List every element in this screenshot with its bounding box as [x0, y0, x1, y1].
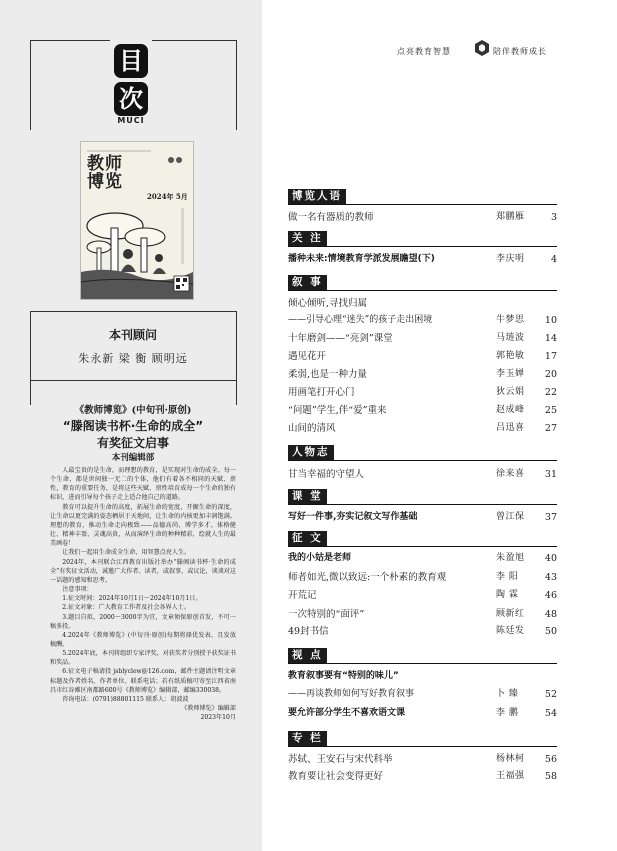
- toc-entry-page: 10: [544, 315, 557, 326]
- toc-entry-author: 赵成峰: [496, 405, 525, 415]
- section-rule: [288, 531, 557, 547]
- toc-entry-title: 教育叙事要有“特别的味儿”: [288, 671, 399, 681]
- toc-entry-title: 山间的清风: [288, 423, 336, 434]
- toc-entry-author: 李玉婵: [496, 369, 525, 379]
- toc-entry-page: 43: [544, 572, 557, 583]
- toc-entry-title: ——再谈教师如何写好教育叙事: [288, 689, 415, 699]
- title-seal-bottom: 次: [114, 82, 148, 116]
- announcement-dept: 本刊编辑部: [111, 453, 155, 463]
- toc-entry-page: 52: [544, 689, 557, 700]
- toc-entry-page: 17: [544, 351, 557, 362]
- cover-issue: 2024年 5月: [147, 192, 188, 201]
- toc-entry[interactable]: [288, 624, 557, 639]
- toc-entry-title: 一次特别的“面评”: [288, 609, 365, 620]
- toc-entry-author: 陈廷发: [496, 626, 525, 636]
- toc-entry-page: 4: [550, 254, 557, 265]
- note-item: 2.征文对象：广大教育工作者及社会各界人士。: [62, 604, 190, 612]
- toc-entry[interactable]: [288, 551, 557, 566]
- toc-section-label: 征 文: [288, 531, 327, 546]
- note-item: 6.征文电子稿请投 jsblyclew@126.com，邮件主题请注明文章标题及作者姓名、作者单位、联系电话；若有纸质稿可寄至江西省南昌市红谷滩区南都路600号《教师博览》编辑部，邮编330038。: [50, 668, 236, 694]
- toc-entry-title: 49封书信: [288, 626, 329, 637]
- toc-entry-page: 40: [544, 553, 557, 564]
- toc-entry-author: 陶 霖: [496, 590, 519, 600]
- contact-line: 咨询电话：(0791)88801115 联系人：胡波波: [62, 695, 189, 703]
- frame-line: [30, 40, 110, 41]
- toc-entry-title: ——引导心理“迷失”的孩子走出困境: [288, 315, 433, 325]
- toc-entry-page: 31: [544, 469, 557, 480]
- toc-entry-author: 牛梦思: [496, 315, 525, 325]
- hexagon-logo-icon: [475, 40, 489, 56]
- toc-entry-author: 王福强: [496, 771, 525, 781]
- toc-section-header: [288, 445, 557, 460]
- toc-entry[interactable]: [288, 467, 557, 482]
- toc-entry[interactable]: [288, 570, 557, 585]
- announcement-paragraph: 2024年，本刊联合江西教育出版社举办“滕阁读书杯·生命的成全”有奖征文活动，诚邀广大作者、读者，或叙事，或议论，谈谈对这一话题的感知和思考。: [50, 558, 236, 584]
- toc-entry-author: 吕迅喜: [496, 423, 525, 433]
- magazine-cover: [80, 141, 194, 300]
- toc-entry-author: 杨林柯: [496, 754, 525, 764]
- toc-entry-title: 师者如光,微以致远:一个朴素的教育观: [288, 572, 447, 583]
- section-rule: [288, 275, 557, 291]
- toc-section-header: [288, 231, 557, 246]
- toc-entry-title: 用画笔打开心门: [288, 387, 355, 398]
- frame-line: [30, 380, 237, 381]
- toc-entry[interactable]: [288, 607, 557, 622]
- toc-entry[interactable]: [288, 252, 557, 267]
- toc-entry-title: 苏轼、王安石与宋代科举: [288, 754, 393, 765]
- toc-entry-title: 写好一件事,夯实记叙文写作基础: [288, 512, 418, 522]
- toc-entry[interactable]: [288, 331, 557, 346]
- toc-entry-page: 48: [544, 609, 557, 620]
- toc-entry-page: 27: [544, 423, 557, 434]
- toc-entry-page: 20: [544, 369, 557, 380]
- toc-entry-title: 教育要让社会变得更好: [288, 771, 384, 782]
- toc-entry-page: 22: [544, 387, 557, 398]
- section-rule: [288, 648, 557, 664]
- toc-entry-title: 柔弱,也是一种力量: [288, 369, 368, 380]
- toc-section-label: 人物志: [288, 445, 334, 460]
- cover-title-line1: 教师: [87, 154, 123, 174]
- toc-entry-author: 朱盈旭: [496, 553, 525, 563]
- toc-entry[interactable]: [288, 706, 557, 721]
- toc-entry[interactable]: [288, 769, 557, 784]
- toc-entry[interactable]: [288, 669, 557, 684]
- note-item: 4.2024年《教师博览》(中旬刊·原创)每期将择优发表，且发放稿酬。: [50, 631, 236, 648]
- toc-entry-page: 14: [544, 333, 557, 344]
- sign-date: 2023年10月: [200, 714, 236, 722]
- toc-entry[interactable]: [288, 588, 557, 603]
- announcement-title: “滕阁读书杯·生命的成全”: [62, 419, 204, 433]
- toc-entry-page: 56: [544, 754, 557, 765]
- title-pinyin: MUCI: [117, 116, 145, 125]
- toc-entry-title: 开荒记: [288, 590, 317, 601]
- toc-entry-author: 曾江保: [496, 512, 525, 522]
- announcement-paragraph: 人最宝贵的是生命，而理想的教育，是实现对生命的成全。每一个生命，都是世间独一无二的个体，他们有着各不相同的天赋、禀性，教育的重要任务，是将这些天赋、禀性培育成每一个生命的独有标识，进而引导每个孩子走上适合他自己的道路。: [50, 467, 236, 502]
- toc-entry-author: 李 鹏: [496, 708, 519, 718]
- section-rule: [288, 231, 557, 247]
- announcement-body: [50, 466, 236, 722]
- toc-entry[interactable]: [288, 510, 557, 525]
- toc-entry-title: 要允许部分学生不喜欢语文课: [288, 708, 406, 718]
- toc-entry-page: 54: [544, 708, 557, 719]
- sign-org: 《教师博览》编辑部: [181, 705, 236, 713]
- notes-heading: 注意事项：: [62, 586, 93, 594]
- toc-entry-title: 甘当幸福的守望人: [288, 469, 365, 480]
- toc-section-label: 叙 事: [288, 275, 327, 290]
- announcement-subtitle: 有奖征文启事: [96, 436, 169, 450]
- announcement-paragraph: 让我们一起用生命成全生命，用智慧点亮人生。: [62, 549, 191, 557]
- toc-section-label: 博览人语: [288, 189, 346, 204]
- toc-entry-author: 顾新红: [496, 609, 525, 619]
- slogan-right: 陪伴教师成长: [493, 47, 547, 56]
- toc-section-label: 专 栏: [288, 731, 327, 746]
- announcement-paragraph: 教育可以提升生命的高度，拓展生命的宽度，开掘生命的深度，让生命以更完满的姿态栖居于天地间，让生命的内核更加丰润饱满。理想的教育，推动生命走向极致——品德高尚、博学多才、体格健壮、精神丰盈、灵魂高贵，从而演绎生命的种种精彩，绘就人生的最美画卷！: [50, 503, 236, 548]
- toc-section-header: [288, 275, 557, 290]
- toc-entry[interactable]: [288, 403, 557, 418]
- toc-entry-author: 郑鹏雁: [496, 212, 525, 222]
- toc-entry-author: 郭艳敏: [496, 351, 525, 361]
- toc-entry-page: 46: [544, 590, 557, 601]
- toc-section-label: 课 堂: [288, 489, 327, 504]
- toc-section-header: [288, 648, 557, 663]
- note-item: 1.征文时间：2024年10月1日～2024年10月1日。: [62, 595, 202, 603]
- toc-entry-title: 十年磨剑——“亮剑”课堂: [288, 333, 393, 344]
- toc-section-header: [288, 731, 557, 746]
- slogan-left: 点亮教育智慧: [397, 47, 451, 56]
- frame-line: [236, 311, 237, 405]
- toc-entry-author: 徐来喜: [496, 469, 525, 479]
- toc-entry-page: 25: [544, 405, 557, 416]
- toc-entry-title: “问题”学生,伴“爱”重来: [288, 405, 387, 416]
- toc-entry-title: 我的小姑是老师: [288, 553, 352, 563]
- toc-entry[interactable]: [288, 349, 557, 364]
- section-rule: [288, 489, 557, 505]
- frame-line: [236, 40, 237, 130]
- toc-entry-page: 50: [544, 626, 557, 637]
- toc-entry[interactable]: [288, 296, 557, 311]
- frame-line: [152, 40, 237, 41]
- toc-section-header: [288, 189, 557, 204]
- toc-entry-author: 卜 臻: [496, 689, 519, 699]
- toc-entry-page: 3: [550, 212, 557, 223]
- toc-entry[interactable]: [288, 367, 557, 382]
- title-seal-top: 目: [114, 44, 148, 78]
- toc-entry-author: 马琏波: [496, 333, 525, 343]
- toc-entry-author: 狄云娟: [496, 387, 525, 397]
- toc-section-label: 视 点: [288, 648, 327, 663]
- left-panel: [0, 0, 262, 851]
- note-item: 3.题目自拟，2000～3000字为宜，文章须保原创首发，不可一稿多投。: [50, 613, 236, 630]
- toc-section-header: [288, 489, 557, 504]
- toc-entry[interactable]: [288, 752, 557, 767]
- section-rule: [288, 731, 557, 747]
- toc-entry-page: 37: [544, 512, 557, 523]
- toc-entry-title: 播种未来:情境教育学派发展瞻望(下): [288, 254, 435, 264]
- advisors-heading: 本刊顾问: [108, 328, 157, 342]
- frame-line: [30, 311, 237, 312]
- toc-entry-author: 李庆明: [496, 254, 525, 264]
- toc-entry[interactable]: [288, 313, 557, 328]
- toc-entry-author: 李 阳: [496, 572, 519, 582]
- toc-entry[interactable]: [288, 385, 557, 400]
- cover-title-line2: 博览: [87, 172, 123, 192]
- toc-section-header: [288, 531, 557, 546]
- note-item: 5.2024年底，本刊将组织专家评奖，对获奖者分别授予获奖证书和奖品。: [50, 650, 236, 667]
- advisors-names: 朱永新 梁 衡 顾明远: [78, 352, 188, 365]
- cover-title: [87, 155, 123, 191]
- toc-entry[interactable]: [288, 687, 557, 702]
- toc-entry-title: 遇见花开: [288, 351, 327, 362]
- toc-entry-title: 做一名有器质的教师: [288, 212, 374, 223]
- toc-entry[interactable]: [288, 421, 557, 436]
- toc-entry-page: 58: [544, 771, 557, 782]
- announcement-journal: 《教师博览》(中旬刊·原创): [74, 405, 192, 416]
- toc-entry[interactable]: [288, 210, 557, 225]
- frame-line: [30, 40, 31, 130]
- toc-section-label: 关 注: [288, 231, 327, 246]
- toc-entry-title: 倾心倾听,寻找归属: [288, 298, 368, 309]
